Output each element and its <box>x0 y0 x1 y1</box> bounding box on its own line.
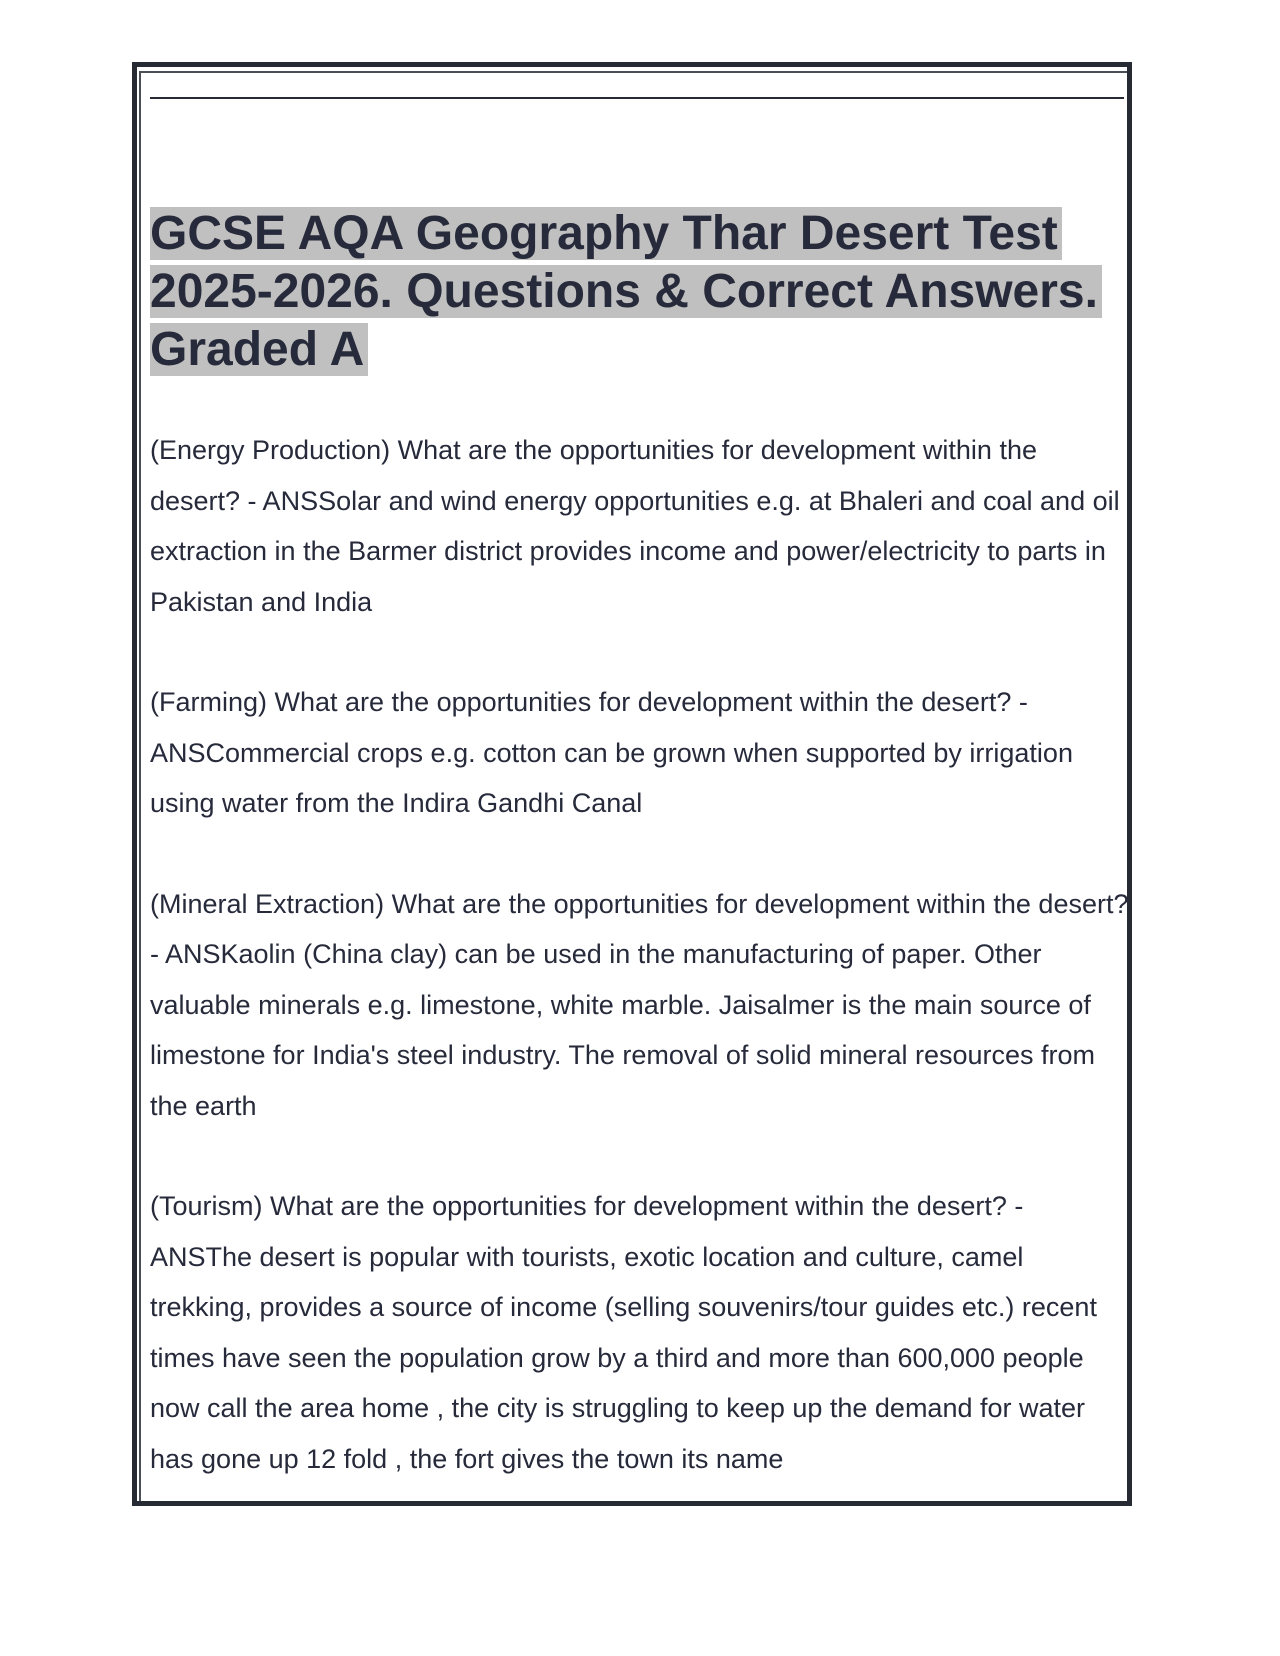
document-body <box>150 205 1130 1534</box>
qa-item-energy-production: (Energy Production) What are the opportunities for development within the desert? - ANSSolar and wind energy opportunities e.g. at Bhaleri and coal and oil extraction in the Barmer district provides income and power/electricity to parts in Pakistan and India <box>150 435 1120 617</box>
qa-list <box>150 425 1130 1484</box>
document-title-highlight: GCSE AQA Geography Thar Desert Test 2025-2026. Questions & Correct Answers. Graded A <box>150 207 1102 376</box>
qa-item-tourism: (Tourism) What are the opportunities for development within the desert? - ANSThe desert is popular with tourists, exotic location and culture, camel trekking, provides a source of income (selling souvenirs/tour guides etc.) recent times have seen the population grow by a third and more than 600,000 people now call the area home , the city is struggling to keep up the demand for water has gone up 12 fold , the fort gives the town its name <box>150 1191 1097 1474</box>
qa-item-farming: (Farming) What are the opportunities for development within the desert? - ANSCommercial crops e.g. cotton can be grown when supported by irrigation using water from the Indira Gandhi Canal <box>150 687 1073 818</box>
top-horizontal-rule <box>150 97 1124 99</box>
qa-item-mineral-extraction: (Mineral Extraction) What are the opportunities for development within the desert? - ANSKaolin (China clay) can be used in the manufacturing of paper. Other valuable minerals e.g. limestone, white marble. Jaisalmer is the main source of limestone for India's steel industry. The removal of solid mineral resources from the earth <box>150 888 1129 1121</box>
document-title <box>150 205 1130 379</box>
